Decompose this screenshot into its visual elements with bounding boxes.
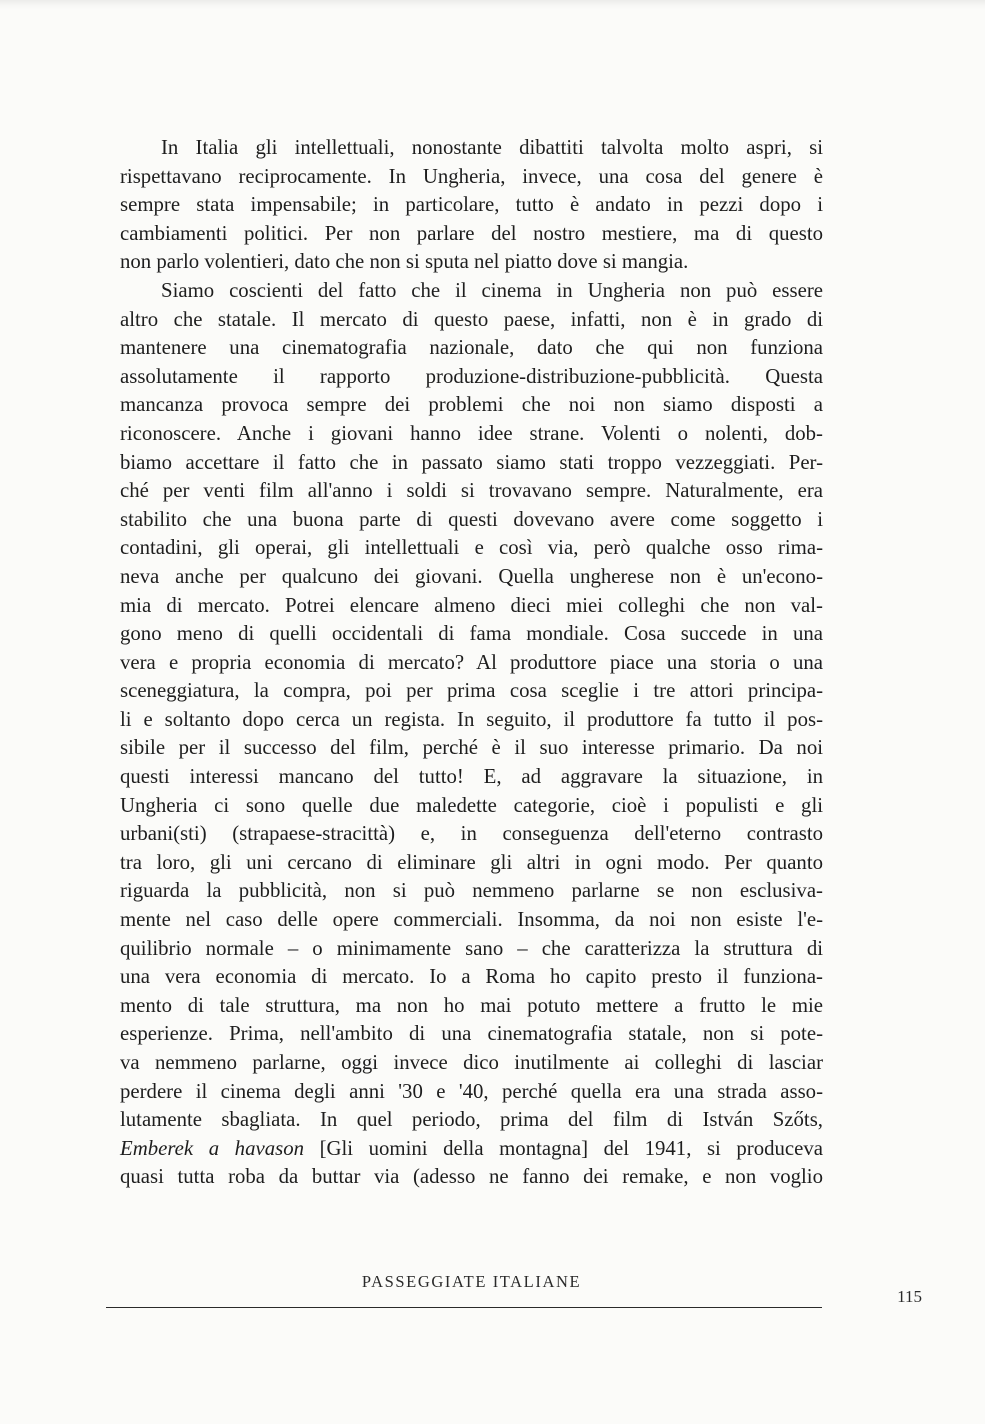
text-line — [120, 1135, 823, 1164]
text-line: esperienze. Prima, nell'ambito di una cinematografia statale, non si pote- — [120, 1022, 823, 1046]
text-line: neva anche per qualcuno dei giovani. Quella ungherese non è un'econo- — [120, 564, 823, 588]
text-line: Ungheria ci sono quelle due maledette categorie, cioè i populisti e gli — [120, 793, 823, 817]
text-line: una vera economia di mercato. Io a Roma ho capito presto il funziona- — [120, 965, 823, 989]
body-text — [120, 134, 823, 1192]
text-line: questi interessi mancano del tutto! E, ad aggravare la situazione, in — [120, 765, 823, 789]
text-line: non parlo volentieri, dato che non si sputa nel piatto dove si mangia. — [120, 250, 689, 274]
text-line: mancanza provoca sempre dei problemi che noi non siamo disposti a — [120, 393, 823, 417]
text-line: li e soltanto dopo cerca un regista. In seguito, il produttore fa tutto il pos- — [120, 707, 823, 731]
text-line: mento di tale struttura, ma non ho mai potuto mettere a frutto le mie — [120, 993, 823, 1017]
text-line: perdere il cinema degli anni '30 e '40, perché quella era una strada asso- — [120, 1079, 823, 1103]
text-line: assolutamente il rapporto produzione-distribuzione-pubblicità. Questa — [120, 364, 823, 388]
text-line: mente nel caso delle opere commerciali. Insomma, da noi non esiste l'e- — [120, 908, 823, 932]
text-line: mantenere una cinematografia nazionale, dato che qui non funziona — [120, 336, 823, 360]
text-line: contadini, gli operai, gli intellettuali e così via, però qualche osso rima- — [120, 536, 823, 560]
text-line: riguarda la pubblicità, non si può nemmeno parlarne se non esclusiva- — [120, 879, 823, 903]
text-line: Siamo coscienti del fatto che il cinema in Ungheria non può essere — [161, 278, 823, 302]
text-line: lutamente sbagliata. In quel periodo, prima del film di István Szőts, — [120, 1108, 823, 1132]
text-line: sibile per il successo del film, perché è il suo interesse primario. Da noi — [120, 736, 823, 760]
text-line: riconoscere. Anche i giovani hanno idee strane. Volenti o nolenti, dob- — [120, 421, 823, 445]
text-line: urbani(sti) (strapaese-stracittà) e, in conseguenza dell'eterno contrasto — [120, 822, 823, 846]
text-line: mia di mercato. Potrei elencare almeno dieci miei colleghi che non val- — [120, 593, 823, 617]
footer-rule — [106, 1307, 822, 1308]
running-footer-title: PASSEGGIATE ITALIANE — [361, 1272, 582, 1291]
text-line: stabilito che una buona parte di questi dovevano avere come soggetto i — [120, 507, 823, 531]
text-line: altro che statale. Il mercato di questo paese, infatti, non è in grado di — [120, 307, 823, 331]
text-line: gono meno di quelli occidentali di fama mondiale. Cosa succede in una — [120, 622, 823, 646]
text-line: rispettavano reciprocamente. In Ungheria, invece, una cosa del genere è — [120, 164, 823, 188]
page-number: 115 — [897, 1287, 922, 1306]
text-line: quilibrio normale – o minimamente sano – che caratterizza la struttura di — [120, 936, 823, 960]
text-line: sempre stata impensabile; in particolare, tutto è andato in pezzi dopo i — [120, 193, 823, 217]
text-line: va nemmeno parlarne, oggi invece dico inutilmente ai colleghi di lasciar — [120, 1051, 823, 1074]
text-line: In Italia gli intellettuali, nonostante dibattiti talvolta molto aspri, si — [161, 136, 823, 159]
text-line: tra loro, gli uni cercano di eliminare gli altri in ogni modo. Per quanto — [120, 850, 823, 874]
text-line: ché per venti film all'anno i soldi si trovavano sempre. Naturalmente, era — [120, 479, 823, 503]
text-line: cambiamenti politici. Per non parlare del nostro mestiere, ma di questo — [120, 221, 823, 245]
text-line: vera e propria economia di mercato? Al produttore piace una storia o una — [120, 650, 823, 674]
text-line: quasi tutta roba da buttar via (adesso ne fanno dei remake, e non voglio — [120, 1165, 823, 1189]
text-line: sceneggiatura, la compra, poi per prima cosa sceglie i tre attori principa- — [120, 679, 823, 703]
scan-edge — [0, 0, 985, 10]
text-line: biamo accettare il fatto che in passato siamo stati troppo vezzeggiati. Per- — [120, 450, 823, 474]
text-line-rest: [Gli uomini della montagna] del 1941, si produceva — [304, 1136, 824, 1160]
film-title: Emberek a havason — [120, 1136, 304, 1160]
